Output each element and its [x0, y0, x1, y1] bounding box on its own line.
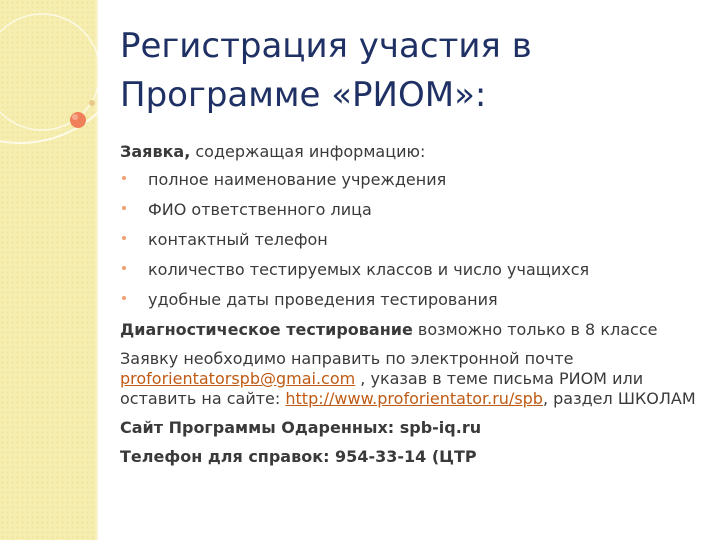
list-item [120, 230, 710, 250]
bullet-icon [120, 174, 128, 182]
diagnostic-bold: Диагностическое тестирование [120, 320, 413, 339]
bullet-icon [120, 294, 128, 302]
list-item [120, 260, 710, 280]
sidebar-dot-pattern [0, 0, 98, 540]
submit-instructions [120, 349, 710, 409]
sidebar-edge [95, 0, 98, 540]
request-label: Заявка, [120, 142, 191, 161]
decorative-sidebar [0, 0, 98, 540]
bullet-icon [120, 234, 128, 242]
program-site-line: Сайт Программы Одаренных: spb-iq.ru [120, 418, 482, 437]
bullet-icon [120, 204, 128, 212]
diagnostic-text: возможно только в 8 классе [412, 320, 658, 339]
phone-line: Телефон для справок: 954-33-14 (ЦТР [120, 447, 477, 466]
list-item [120, 170, 710, 190]
request-bullet-list [120, 170, 710, 310]
slide-body [120, 142, 710, 476]
slide-title [120, 22, 700, 120]
email-link[interactable]: proforientatorspb@gmai.com [120, 369, 356, 388]
submit-text-1: Заявку необходимо направить по электронной почте [120, 349, 574, 368]
request-intro [120, 142, 710, 162]
list-item-text: контактный телефон [148, 230, 328, 249]
list-item-text: удобные даты проведения тестирования [148, 290, 498, 309]
slide-title-line1: Регистрация участия в [120, 26, 532, 66]
submit-text-3: , раздел ШКОЛАМ [542, 389, 696, 408]
list-item-text: количество тестируемых классов и число учащихся [148, 260, 590, 279]
list-item-text: полное наименование учреждения [148, 170, 447, 189]
bullet-icon [120, 264, 128, 272]
website-link[interactable]: http://www.proforientator.ru/spb [285, 389, 543, 408]
slide-title-line2: Программе «РИОМ»: [120, 75, 487, 115]
list-item-text: ФИО ответственного лица [148, 200, 372, 219]
request-text: содержащая информацию: [190, 142, 426, 161]
diagnostic-note [120, 320, 710, 340]
submit-text-2: , указав в теме письма РИОМ или оставить на сайте: [120, 369, 644, 408]
list-item [120, 200, 710, 220]
list-item [120, 290, 710, 310]
